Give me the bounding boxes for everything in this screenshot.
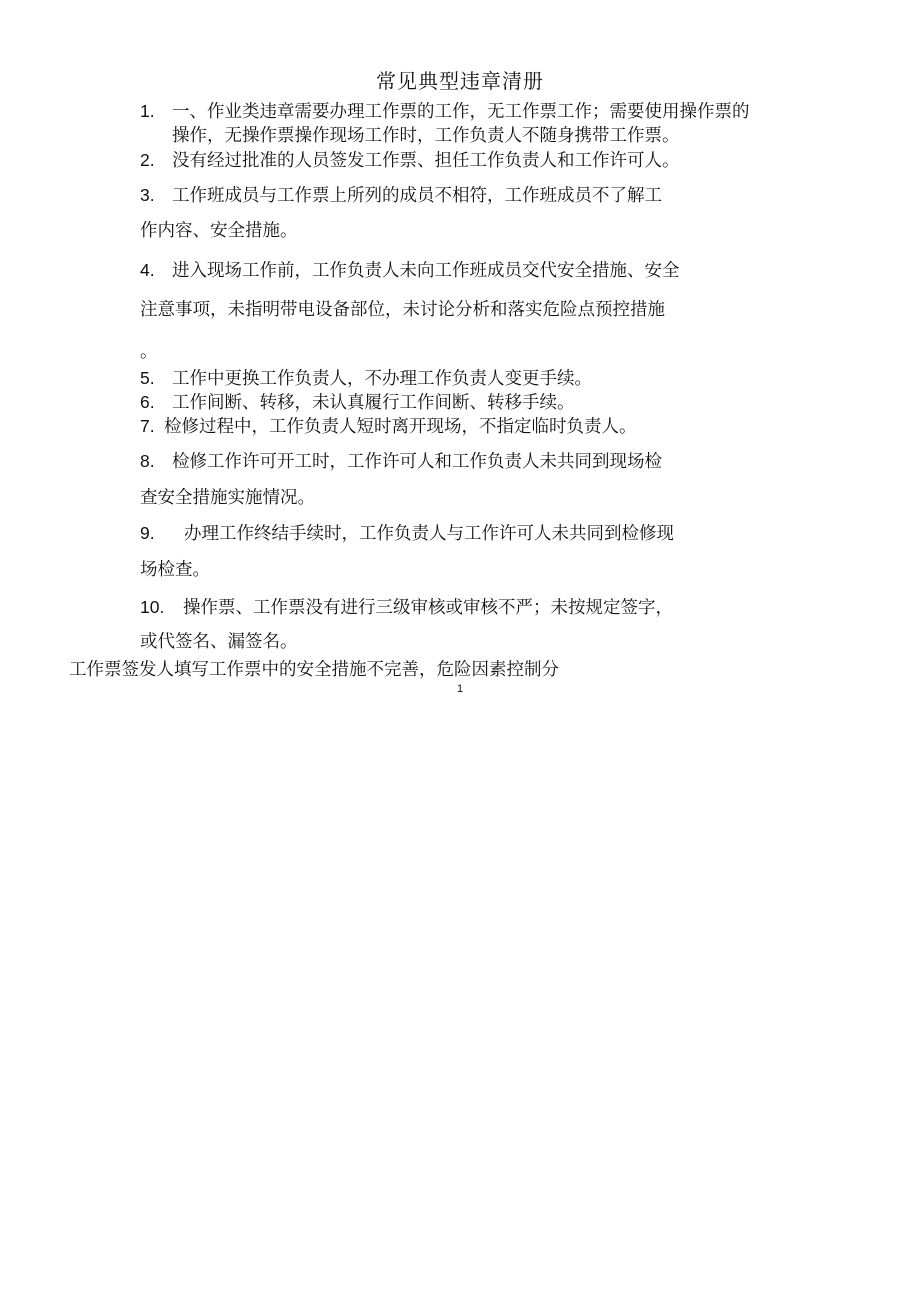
item-text: 工作班成员与工作票上所列的成员不相符，工作班成员不了解工 xyxy=(172,186,662,206)
document-title: 常见典型违章清册 xyxy=(376,69,544,93)
list-item-6 xyxy=(140,390,575,415)
item-number: 9. xyxy=(140,523,155,543)
item-text: 办理工作终结手续时，工作负责人与工作许可人未共同到检修现 xyxy=(184,524,674,544)
item-number: 10. xyxy=(140,597,165,617)
item-text: 一、作业类违章需要办理工作票的工作，无工作票工作；需要使用操作票的 xyxy=(172,102,750,122)
item-text: 检修工作许可开工时，工作许可人和工作负责人未共同到现场检 xyxy=(172,452,662,472)
item-text: 进入现场工作前，工作负责人未向工作班成员交代安全措施、安全 xyxy=(172,261,680,281)
list-item-5 xyxy=(140,366,592,391)
list-item-10-continuation: 或代签名、漏签名。 xyxy=(140,632,298,652)
item-text: 没有经过批准的人员签发工作票、担任工作负责人和工作许可人。 xyxy=(172,151,680,171)
list-item-1 xyxy=(140,99,750,124)
list-item-3 xyxy=(140,183,662,208)
item-number: 8. xyxy=(140,451,155,471)
list-item-4 xyxy=(140,258,680,283)
item-text: 操作票、工作票没有进行三级审核或审核不严；未按规定签字， xyxy=(183,598,673,618)
list-item-9 xyxy=(140,521,674,546)
item-number: 6. xyxy=(140,392,155,412)
item-number: 7. xyxy=(140,416,155,436)
trailing-paragraph: 工作票签发人填写工作票中的安全措施不完善，危险因素控制分 xyxy=(69,660,559,680)
list-item-7 xyxy=(140,414,637,439)
item-text: 工作中更换工作负责人，不办理工作负责人变更手续。 xyxy=(172,369,592,389)
list-item-1-continuation: 操作，无操作票操作现场工作时，工作负责人不随身携带工作票。 xyxy=(172,126,680,146)
item-text: 检修过程中，工作负责人短时离开现场，不指定临时负责人。 xyxy=(164,417,637,437)
list-item-8-continuation: 查安全措施实施情况。 xyxy=(140,488,315,508)
item-number: 2. xyxy=(140,150,155,170)
item-text: 工作间断、转移，未认真履行工作间断、转移手续。 xyxy=(172,393,575,413)
list-item-10 xyxy=(140,595,673,620)
item-number: 3. xyxy=(140,185,155,205)
list-item-3-continuation: 作内容、安全措施。 xyxy=(140,221,298,241)
list-item-4-continuation-end: 。 xyxy=(140,342,158,362)
list-item-4-continuation: 注意事项，未指明带电设备部位，未讨论分析和落实危险点预控措施 xyxy=(140,300,665,320)
list-item-9-continuation: 场检查。 xyxy=(140,560,210,580)
item-number: 1. xyxy=(140,101,155,121)
item-number: 4. xyxy=(140,260,155,280)
list-item-2 xyxy=(140,148,680,173)
page-number: 1 xyxy=(456,683,464,695)
item-number: 5. xyxy=(140,368,155,388)
list-item-8 xyxy=(140,449,662,474)
